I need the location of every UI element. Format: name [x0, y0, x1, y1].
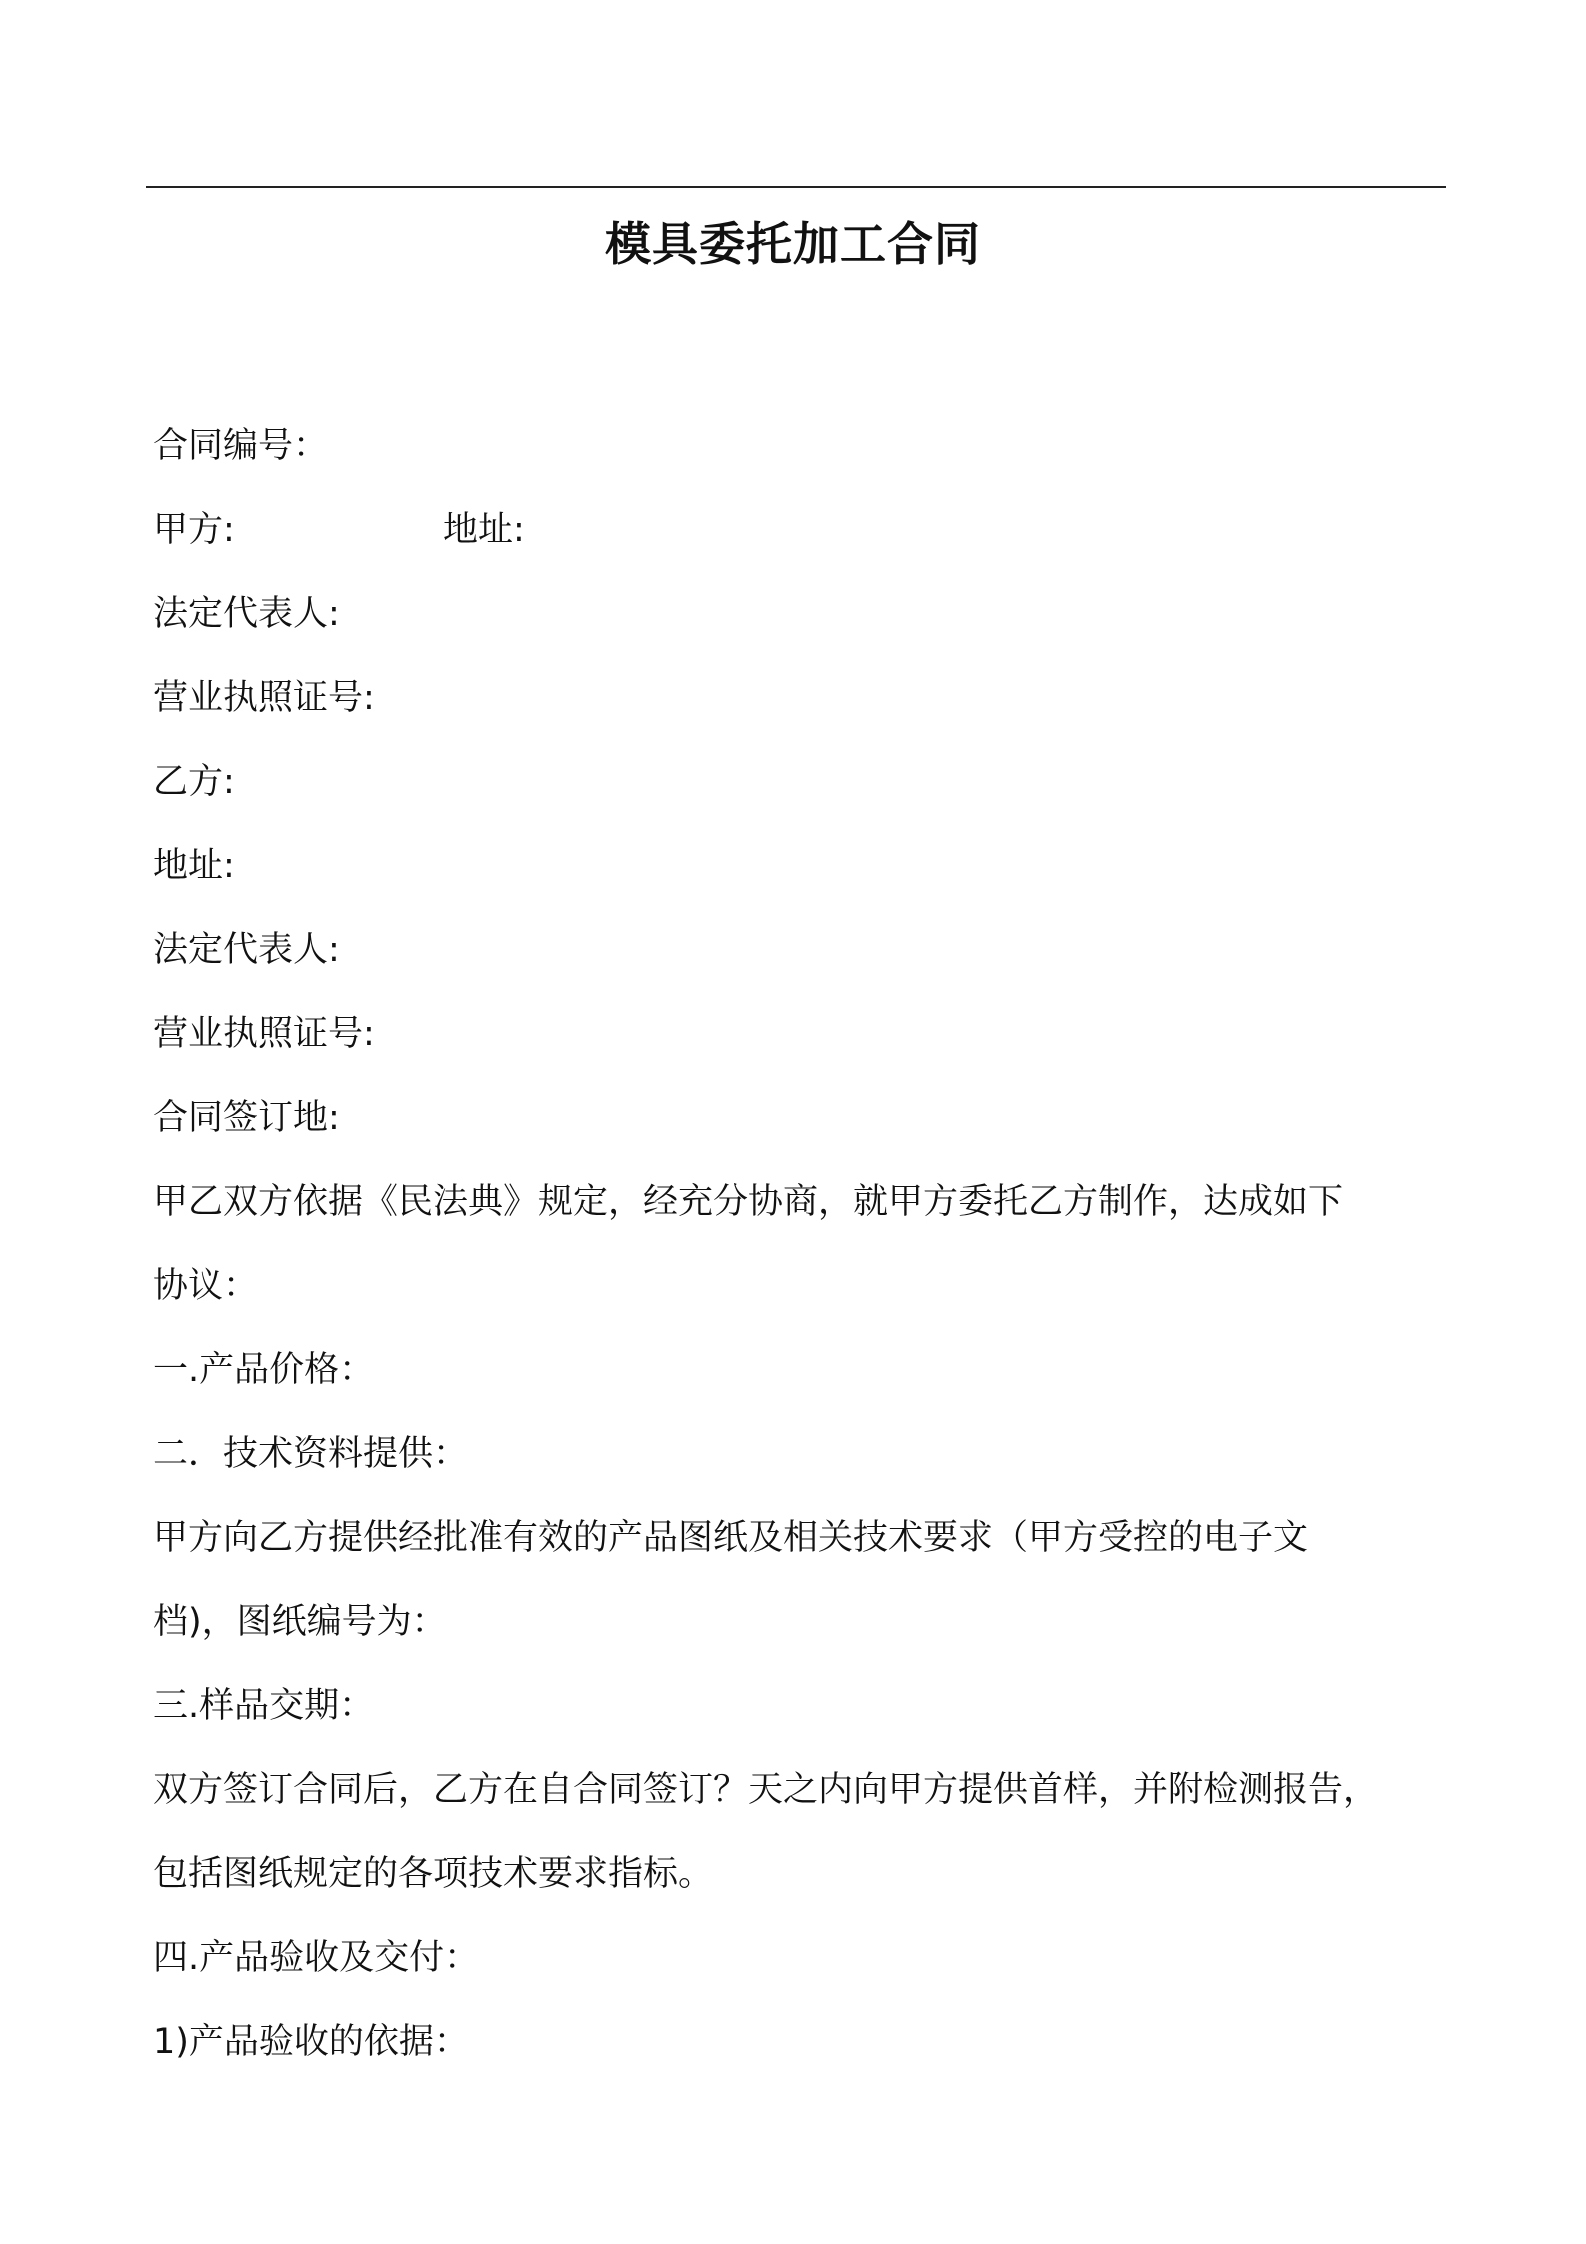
- preamble-line-1: 甲乙双方依据《民法典》规定，经充分协商，就甲方委托乙方制作，达成如下: [153, 1182, 1344, 1222]
- section-3-text-1: 双方签订合同后，乙方在自合同签订？天之内向甲方提供首样，并附检测报告，: [153, 1770, 1379, 1810]
- header-divider: [146, 186, 1446, 188]
- section-2-text-1: 甲方向乙方提供经批准有效的产品图纸及相关技术要求（甲方受控的电子文: [153, 1518, 1309, 1558]
- preamble-line-2: 协议：: [153, 1266, 259, 1306]
- party-a-address-label: 地址:: [443, 510, 525, 550]
- section-3-text-2: 包括图纸规定的各项技术要求指标。: [153, 1854, 714, 1894]
- signing-place-line: 合同签订地:: [153, 1098, 340, 1138]
- contract-number-line: 合同编号：: [153, 426, 329, 466]
- section-4-item-1: 1)产品验收的依据：: [153, 2022, 469, 2062]
- party-a-line: [153, 488, 1449, 572]
- party-b-license-line: 营业执照证号:: [153, 1014, 375, 1054]
- party-a-legal-rep-line: 法定代表人:: [153, 594, 340, 634]
- party-b-line: 乙方:: [153, 762, 235, 802]
- section-2-heading: 二．技术资料提供：: [153, 1434, 469, 1474]
- section-2-text-2: 档)，图纸编号为：: [153, 1602, 447, 1642]
- section-4-heading: 四.产品验收及交付：: [153, 1938, 480, 1978]
- party-a-label: 甲方:: [153, 510, 235, 550]
- document-body: [153, 404, 1449, 2084]
- party-b-address-line: 地址:: [153, 846, 235, 886]
- section-3-heading: 三.样品交期：: [153, 1686, 375, 1726]
- party-a-license-line: 营业执照证号:: [153, 678, 375, 718]
- section-1-heading: 一.产品价格：: [153, 1350, 375, 1390]
- party-b-legal-rep-line: 法定代表人:: [153, 930, 340, 970]
- document-title: 模具委托加工合同: [605, 217, 981, 271]
